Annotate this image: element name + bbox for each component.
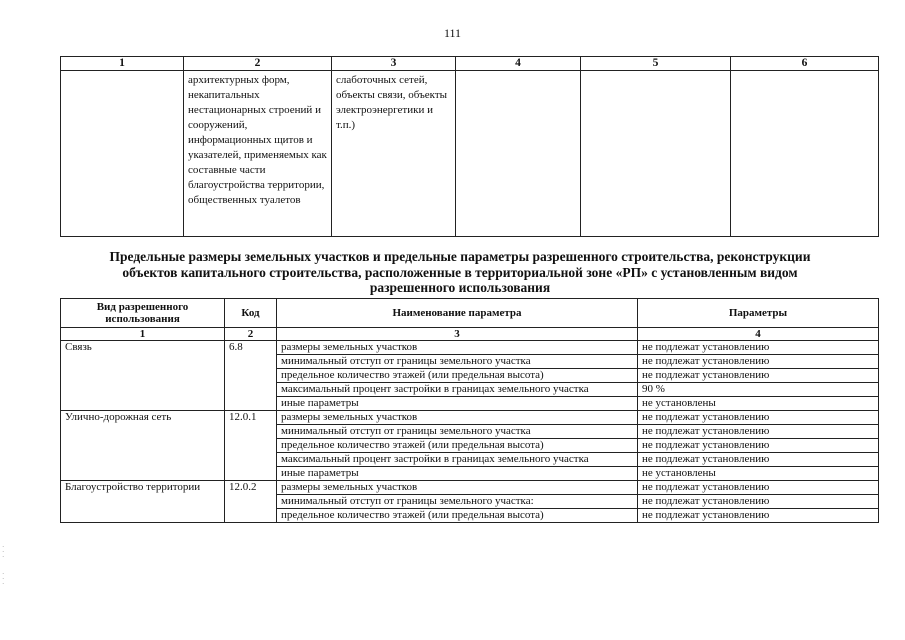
column-number: 1 — [61, 328, 225, 341]
parameter-name-cell: максимальный процент застройки в границах земельного участка — [277, 453, 638, 467]
section-title: Предельные размеры земельных участков и предельные параметры разрешенного строительства, реконструкции объектов капитального строительства, расположенные в территориальной зоне «РП» с установленным видом разрешенного использования — [109, 249, 811, 295]
use-type-cell: Связь — [61, 341, 225, 411]
parameter-row — [61, 411, 879, 425]
header-parameter-value: Параметры — [638, 299, 879, 328]
parameter-name-cell: размеры земельных участков — [277, 341, 638, 355]
header-use-type: Вид разрешенного использования — [61, 299, 225, 328]
column-number: 3 — [277, 328, 638, 341]
cell-col3: слаботочных сетей, объекты связи, объекты электроэнергетики и т.п.) — [332, 71, 456, 237]
parameter-value-cell: не подлежат установлению — [638, 355, 879, 369]
parameter-value-cell: не подлежат установлению — [638, 341, 879, 355]
parameter-name-cell: предельное количество этажей (или предельная высота) — [277, 509, 638, 523]
use-type-cell: Благоустройство территории — [61, 481, 225, 523]
cell-col5 — [581, 71, 731, 237]
cell-col2: архитектурных форм, некапитальных нестационарных строений и сооружений, информационных щитов и указателей, применяемых как составные части благоустройства территории, общественных туалетов — [184, 71, 332, 237]
parameter-value-cell: не подлежат установлению — [638, 439, 879, 453]
col-header: 5 — [581, 57, 731, 71]
parameter-value-cell: не установлены — [638, 467, 879, 481]
col-header: 2 — [184, 57, 332, 71]
parameter-name-cell: иные параметры — [277, 467, 638, 481]
parameter-name-cell: размеры земельных участков — [277, 411, 638, 425]
parameter-value-cell: не подлежат установлению — [638, 411, 879, 425]
continuation-row — [61, 71, 879, 237]
parameter-value-cell: не установлены — [638, 397, 879, 411]
parameter-value-cell: не подлежат установлению — [638, 495, 879, 509]
header-code: Код — [225, 299, 277, 328]
code-cell: 12.0.2 — [225, 481, 277, 523]
code-cell: 6.8 — [225, 341, 277, 411]
binding-mark: · · · — [2, 570, 5, 588]
parameter-name-cell: минимальный отступ от границы земельного участка: — [277, 495, 638, 509]
parameters-table — [60, 298, 879, 523]
parameter-row — [61, 341, 879, 355]
use-type-cell: Улично-дорожная сеть — [61, 411, 225, 481]
continuation-header-row — [61, 57, 879, 71]
col-header: 4 — [456, 57, 581, 71]
parameter-value-cell: не подлежат установлению — [638, 481, 879, 495]
parameter-value-cell: не подлежат установлению — [638, 453, 879, 467]
column-number: 4 — [638, 328, 879, 341]
cell-col4 — [456, 71, 581, 237]
page-number: 111 — [443, 26, 462, 40]
parameters-header-row — [61, 299, 879, 328]
cell-col1 — [61, 71, 184, 237]
parameter-row — [61, 481, 879, 495]
code-cell: 12.0.1 — [225, 411, 277, 481]
col-header: 1 — [61, 57, 184, 71]
header-parameter-name: Наименование параметра — [277, 299, 638, 328]
parameter-value-cell: не подлежат установлению — [638, 425, 879, 439]
parameter-name-cell: размеры земельных участков — [277, 481, 638, 495]
column-number: 2 — [225, 328, 277, 341]
col-header: 3 — [332, 57, 456, 71]
binding-mark: · · · — [2, 543, 5, 561]
column-numbers-row — [61, 328, 879, 341]
parameter-value-cell: не подлежат установлению — [638, 369, 879, 383]
parameter-name-cell: предельное количество этажей (или предельная высота) — [277, 439, 638, 453]
parameter-name-cell: максимальный процент застройки в границах земельного участка — [277, 383, 638, 397]
parameter-name-cell: иные параметры — [277, 397, 638, 411]
parameter-value-cell: не подлежат установлению — [638, 509, 879, 523]
parameter-name-cell: минимальный отступ от границы земельного участка — [277, 355, 638, 369]
parameter-name-cell: предельное количество этажей (или предельная высота) — [277, 369, 638, 383]
cell-col6 — [731, 71, 879, 237]
continuation-table — [60, 56, 879, 237]
col-header: 6 — [731, 57, 879, 71]
parameter-value-cell: 90 % — [638, 383, 879, 397]
parameter-name-cell: минимальный отступ от границы земельного участка — [277, 425, 638, 439]
